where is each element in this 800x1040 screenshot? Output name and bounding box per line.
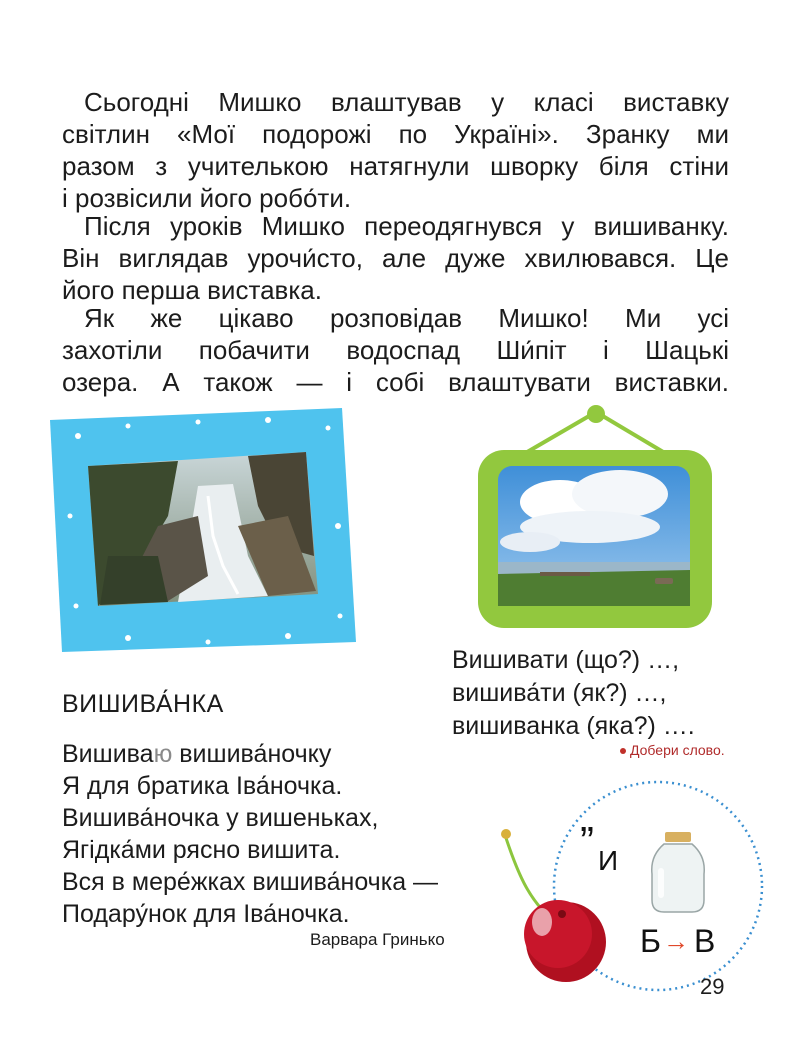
bullet-icon [620,748,626,754]
rebus-from-letter: Б [640,923,661,959]
rebus-puzzle [500,774,780,1004]
nail-pin [587,405,605,423]
text-line: його перша виставка. [62,275,322,305]
lake-photo-frame [470,402,720,632]
quote-mark: ” [580,818,594,865]
hint-text: Добери слово. [630,742,725,758]
waterfall-photo [88,452,318,606]
rebus-letter: И [598,845,619,876]
poem-line: Я для братика Іва́ночка. [62,772,343,800]
waterfall-photo-frame [48,406,358,654]
arrow-right-icon: → [663,926,689,956]
text-line: захотіли побачити водоспад Ши́піт і Шацькі [62,335,729,365]
text-line: Він виглядав урочи́сто, але дуже хвилювався. Це [62,243,729,273]
poem-line: Вишиваю вишива́ночку [62,740,332,768]
text-line: світлин «Мої подорожі по Україні». Зранку ми [62,119,729,149]
word-task-list [452,644,695,743]
text-line: озера. А також — і собі влаштувати виставки. [62,367,729,397]
poem-author: Варвара Гринько [310,930,445,949]
rebus-to-letter: В [694,923,716,959]
poem-title: ВИШИВА́НКА [62,690,224,718]
poem-line: Вишива́ночка у вишеньках, [62,804,379,832]
task-line: вишива́ти (як?) …, [452,679,667,707]
text-line: Сьогодні Мишко влаштував у класі виставку [84,87,729,117]
task-line: Вишивати (що?) …, [452,646,680,674]
hint-note [620,742,725,758]
text-line: Після уроків Мишко переодягнувся у вишиванку. [84,211,729,241]
poem-line: Ягідка́ми рясно вишита. [62,836,341,864]
task-line: вишиванка (яка?) …. [452,712,695,740]
page-number: 29 [700,974,725,999]
poem-body [62,738,438,930]
lake-photo [498,466,690,606]
poem-line: Подару́нок для Іва́ночка. [62,900,350,928]
text-line: разом з учителькою натягнули шворку біля стіни [62,151,729,181]
poem-line: Вся в мере́жках вишива́ночка — [62,868,439,896]
paragraph-2 [62,210,729,306]
paragraph-1 [62,86,729,214]
jar-icon [652,832,705,912]
text-line: Як же цікаво розповідав Мишко! Ми усі [84,303,729,333]
text-line: і розвісили його робо́ти. [62,183,352,213]
paragraph-3 [62,302,729,398]
